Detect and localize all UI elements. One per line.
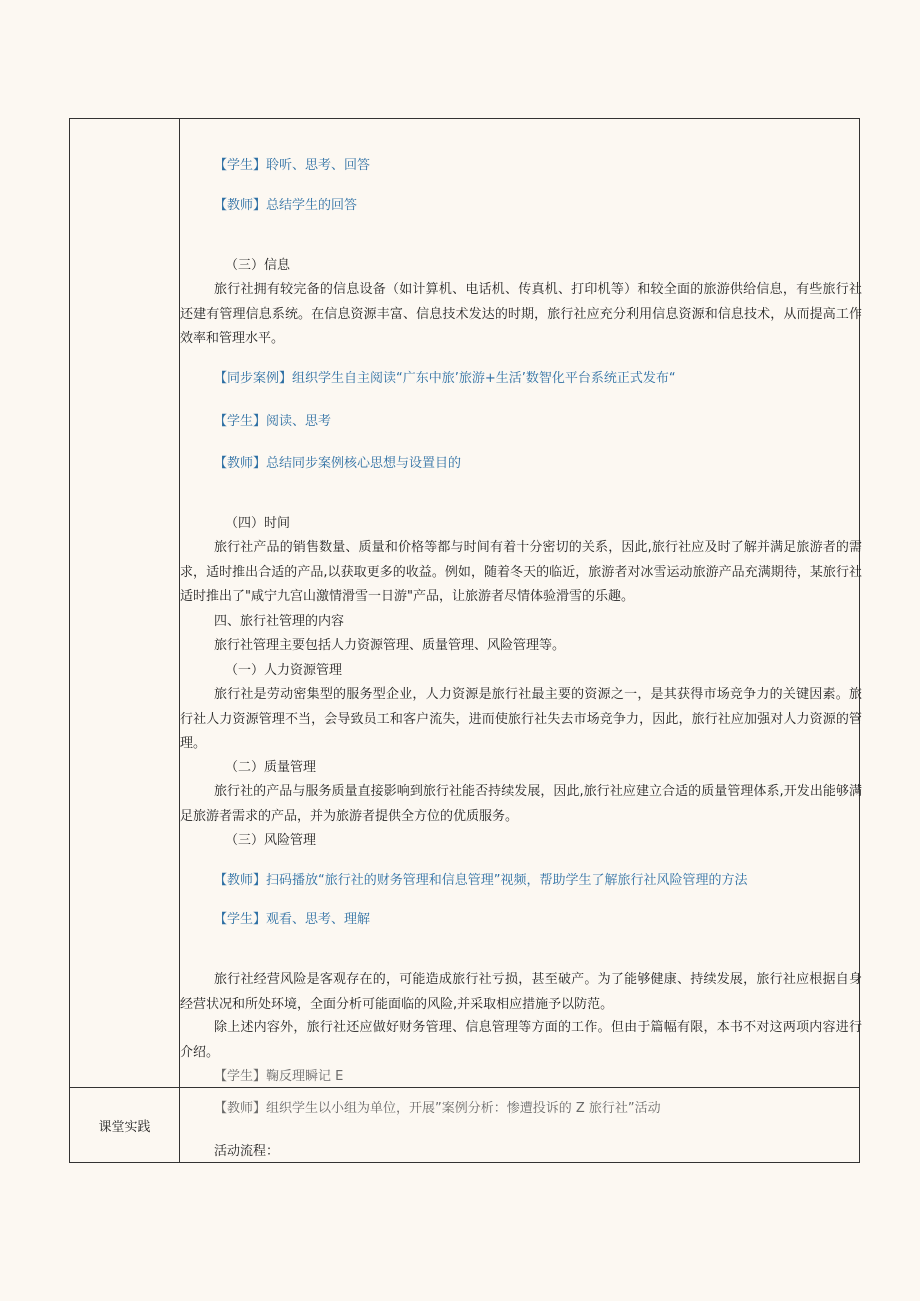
heading-quality: （二）质量管理 [225, 760, 317, 775]
heading-time: （四）时间 [225, 516, 291, 531]
paragraph-risk: 旅行社经营风险是客观存在的，可能造成旅行社亏损，甚至破产。为了能够健康、持续发展，旅行社应根据自身经营状况和所处环境，全面分析可能面临的风险,并采取相应措施予以防范。 [180, 972, 862, 1012]
paragraph-management-overview: 旅行社管理主要包括人力资源管理、质量管理、风险管理等。 [214, 638, 566, 653]
heading-hr: （一）人力资源管理 [225, 663, 343, 678]
practice-teacher-line: 【教师】组织学生以小组为单位，开展”案例分析：惨遭投诉的 Z 旅行社”活动 [214, 1101, 661, 1116]
paragraph-other: 除上述内容外，旅行社还应做好财务管理、信息管理等方面的工作。但由于篇幅有限，本书不对这两项内容进行介绍。 [180, 1020, 862, 1060]
teacher-summary-line: 【教师】总结学生的回答 [214, 198, 358, 213]
heading-management-content: 四、旅行社管理的内容 [214, 614, 345, 629]
heading-information: （三）信息 [225, 258, 291, 273]
row-label-classroom-practice: 课堂实践 [98, 1120, 151, 1135]
paragraph-quality: 旅行社的产品与服务质量直接影响到旅行社能否持续发展，因此,旅行社应建立合适的质量管理体系,开发出能够满足旅游者需求的产品，并为旅游者提供全方位的优质服务。 [180, 784, 862, 824]
heading-risk: （三）风险管理 [225, 833, 317, 848]
sync-case-line: 【同步案例】组织学生自主阅读“广东中旅’旅游+生活’数智化平台系统正式发布“ [214, 371, 676, 386]
student-listen-line: 【学生】聆听、思考、回答 [214, 158, 371, 173]
practice-flow-line: 活动流程： [214, 1144, 280, 1159]
teacher-case-summary-line: 【教师】总结同步案例核心思想与设置目的 [214, 456, 462, 471]
paragraph-time: 旅行社产品的销售数量、质量和价格等都与时间有着十分密切的关系，因此,旅行社应及时了解并满足旅游者的需求，适时推出合适的产品,以获取更多的收益。例如，随着冬天的临近，旅游者对冰雪运动旅游产品充满期待，某旅行社适时推出了"咸宁九宫山激情滑雪一日游"产品，让旅游者尽情体验滑雪的乐趣。 [180, 540, 862, 604]
paragraph-hr: 旅行社是劳动密集型的服务型企业，人力资源是旅行社最主要的资源之一，是其获得市场竞争力的关键因素。旅行社人力资源管理不当，会导致员工和客户流失，进而使旅行社失去市场竞争力，因此，旅行社应加强对人力资源的管理。 [180, 687, 862, 751]
paragraph-information: 旅行社拥有较完备的信息设备（如计算机、电话机、传真机、打印机等）和较全面的旅游供给信息，有些旅行社还建有管理信息系统。在信息资源丰富、信息技术发达的时期，旅行社应充分利用信息资源和信息技术，从而提高工作效率和管理水平。 [180, 282, 862, 346]
student-note-line: 【学生】鞠反理瞬记 E [214, 1069, 344, 1084]
student-read-line: 【学生】阅读、思考 [214, 414, 332, 429]
student-watch-line: 【学生】观看、思考、理解 [214, 912, 371, 927]
teacher-video-line: 【教师】扫码播放“旅行社的财务管理和信息管理”视频，帮助学生了解旅行社风险管理的方法 [214, 873, 748, 888]
